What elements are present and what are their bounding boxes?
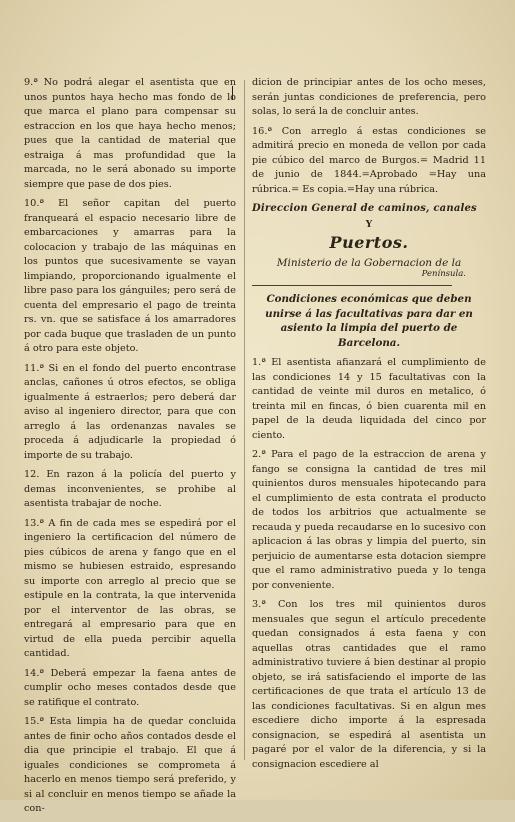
ministerio-title: Ministerio de la Gobernacion de la [276,257,462,269]
paragraph-12: 12. En razon á la policía del puerto y demas inconvenientes, se prohibe al asentista trabajar de noche. [24,469,236,509]
condition-3: 3.ª Con los tres mil quinientos duros mensuales que segun el artículo precedente quedan consignados á esta faena y con aquellas otras cantidades que el ramo administrativo tuviere á bien destinar al propio objeto, se irá satisfaciendo el importe de las certificaciones de que trata el artículo 13 de las condiciones facultativas. Si en algun mes escediere dicho importe á la espresada consignacion, se espedirá al asentista un pagaré por el valor de la diferencia, y si la consignacion escediere al [252,599,486,770]
paragraph-9: 9.ª No podrá alegar el asentista que en unos puntos haya hecho mas fondo de lo que marca el plano para compensar su estraccion en los que haya hecho menos; pues que la cantidad de material que estraiga á mas profundidad que la marcada, no le será abonado su importe siempre que pase de dos pies. [24,77,236,190]
paragraph-15-continued: dicion de principiar antes de los ocho meses, serán juntas condiciones de preferencia, pero solas, lo será la de concluir antes. [252,77,486,117]
direccion-title [252,203,486,214]
section-divider [252,285,452,286]
condition-2: 2.ª Para el pago de la estraccion de arena y fango se consigna la cantidad de tres mil quinientos duros mensuales hipotecando para el cumplimiento de esta contrata el producto de todos los arbitrios que actualmente se recauda y pueda recaudarse en lo sucesivo con aplicacion á las obras y limpia del puerto, sin perjuicio de aumentarse esta dotacion siempre que el ramo administrativo pueda y lo tenga por conveniente. [252,449,486,591]
peninsula-title: Península. [421,269,466,279]
paragraph-14: 14.ª Deberá empezar la faena antes de cumplir ocho meses contados desde que se ratifique el contrato. [24,667,236,708]
paragraph-15: 15.ª Esta limpia ha de quedar concluida antes de finir ocho años contados desde el dia que principie el trabajo. El que á iguales condiciones se comprometa á hacerlo en menos tiempo será preferido, y si al concluir en menos tiempo se añade la con- [24,716,236,814]
condition-1: 1.ª El asentista afianzará el cumplimiento de las condiciones 14 y 15 facultativas con la cantidad de veinte mil duros en metalico, ó treinta mil en fincas, ó bien cuarenta mil en papel de la deuda liquidada del cinco por ciento. [252,357,486,441]
paragraph-13: 13.ª A fin de cada mes se espedirá por el ingeniero la certificacion del número de pies cúbicos de arena y fango que en el mismo se hubiesen estraido, espresando su importe con arreglo al precio que se estipule en la contrata, la que intervenida por el interventor de las obras, se entregará al empresario para que en virtud de ella pueda percibir aquella cantidad. [24,517,236,659]
left-column [24,76,236,822]
title-conjunction: Y [365,220,373,230]
column-divider [244,80,245,760]
paragraph-16: 16.ª Con arreglo á estas condiciones se admitirá precio en moneda de vellon por cada pie cúbico del marco de Burgos.= Madrid 11 de junio de 1844.=Aprobado =Hay una rúbrica.= Es copia.=Hay una rúbrica. [252,125,486,195]
puertos-title: Puertos. [329,233,409,252]
paragraph-10: 10.ª El señor capitan del puerto franqueará el espacio necesario libre de embarcaciones y amarras para la colocacion y trabajo de las máquinas en los puntos que sucesivamente se vayan limpiando, proporcionando igualmente el libre paso para los gánguiles; pero será de cuenta del empresario el pago de treinta rs. vn. que se satisface á los amarradores por cada buque que trasladen de un punto á otro para este objeto. [24,198,236,354]
paragraph-11: 11.ª Si en el fondo del puerto encontrase anclas, cañones ú otros efectos, se obliga igualmente á estraerlos; pero deberá dar aviso al ingeniero director, para que con arreglo á las ordenanzas navales se proceda á adjudicarle la propiedad ó importe de su trabajo. [24,362,236,461]
direccion-text: Direccion General de caminos, canales [252,203,477,214]
right-column [252,76,486,777]
section-heading: Condiciones económicas que deben unirse á las facultativas para dar en asiento la limpia del puerto de Barcelona. [265,293,473,349]
